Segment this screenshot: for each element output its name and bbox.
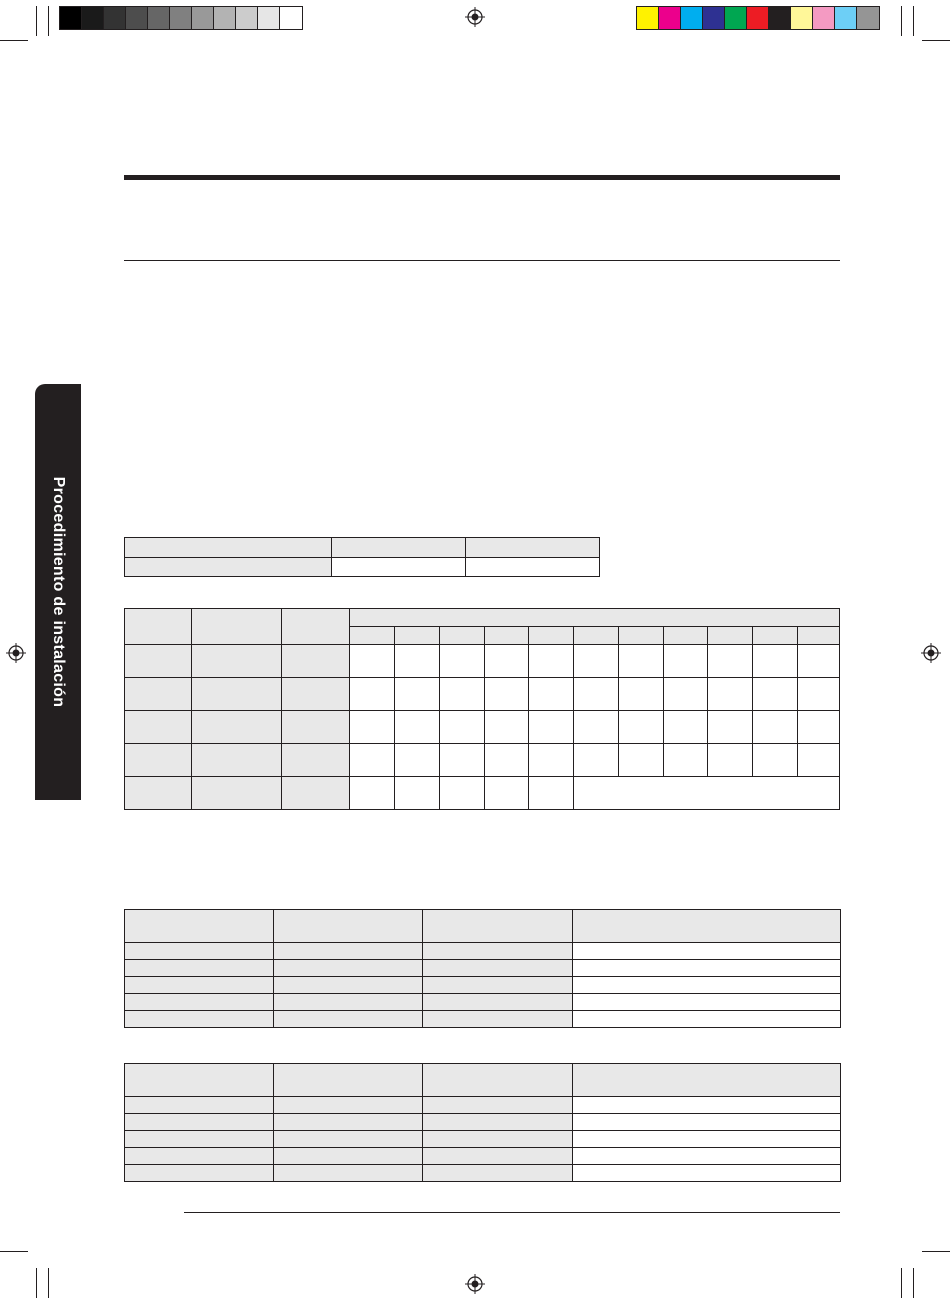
table-cell: [423, 994, 573, 1011]
table-cell: [753, 711, 797, 744]
table-cell: [573, 1064, 841, 1097]
table-cell: [618, 744, 663, 777]
crop-mark: [36, 1268, 37, 1298]
table-cell: [125, 558, 332, 577]
table-cell: [573, 977, 841, 994]
table-cell: [573, 994, 841, 1011]
table-cell: [423, 1148, 573, 1165]
color-swatch: [126, 7, 148, 29]
table-cell: [125, 744, 192, 777]
table-cell: [192, 645, 281, 678]
table-cell: [281, 744, 349, 777]
table-cell: [573, 943, 841, 960]
table-cell: [192, 609, 281, 645]
table-cell: [663, 711, 707, 744]
table-cell: [797, 678, 839, 711]
table-cell: [618, 711, 663, 744]
table-cell: [708, 627, 753, 645]
table-cell: [192, 777, 281, 810]
table-cell: [395, 627, 439, 645]
table-cell: [663, 678, 707, 711]
color-swatch: [82, 7, 104, 29]
table-cell: [423, 1097, 573, 1114]
table-cell: [708, 645, 753, 678]
table-cell: [573, 1165, 841, 1182]
table-cell: [125, 1011, 274, 1028]
table-cell: [274, 910, 423, 943]
table-cell: [618, 678, 663, 711]
table-cell: [125, 678, 192, 711]
color-swatch: [637, 7, 659, 29]
table-cell: [663, 645, 707, 678]
table-cell: [125, 1165, 274, 1182]
crop-mark: [913, 1268, 914, 1298]
crop-mark: [901, 1268, 902, 1298]
table-cell: [529, 678, 574, 711]
table-cell: [573, 960, 841, 977]
table-cell: [274, 977, 423, 994]
table-cell: [574, 678, 618, 711]
crop-mark: [913, 6, 914, 36]
section-rule-thick: [124, 175, 840, 180]
table-cell: [484, 744, 528, 777]
table-cell: [529, 627, 574, 645]
table-cell: [663, 627, 707, 645]
table-cell: [618, 627, 663, 645]
table-cell: [395, 678, 439, 711]
table-cell: [395, 744, 439, 777]
table-cell: [753, 627, 797, 645]
table-cell: [274, 1114, 423, 1131]
table-cell: [529, 711, 574, 744]
color-swatch: [681, 7, 703, 29]
table-cell: [484, 678, 528, 711]
color-swatch: [148, 7, 170, 29]
color-swatch: [835, 7, 857, 29]
crop-mark: [48, 6, 49, 36]
table-cell: [439, 627, 484, 645]
table-cell: [423, 977, 573, 994]
table-cell: [484, 627, 528, 645]
crop-mark: [901, 6, 902, 36]
table-cell: [423, 910, 573, 943]
table-cell: [573, 1131, 841, 1148]
table-cell: [574, 627, 618, 645]
table-cell: [423, 1131, 573, 1148]
table-cell: [125, 645, 192, 678]
table-cell: [753, 744, 797, 777]
table-cell: [423, 960, 573, 977]
chapter-side-tab-label: Procedimiento de instalación: [50, 476, 67, 708]
table-cell: [395, 777, 439, 810]
registration-mark-icon: [6, 643, 26, 663]
table-cell: [529, 744, 574, 777]
crop-mark: [922, 40, 950, 41]
registration-mark-icon: [465, 7, 485, 27]
table-cell: [350, 711, 395, 744]
table-cell: [274, 1148, 423, 1165]
process-color-bar: [636, 6, 880, 30]
color-swatch: [813, 7, 835, 29]
color-swatch: [791, 7, 813, 29]
table-cell: [708, 678, 753, 711]
color-swatch: [747, 7, 769, 29]
table-cell: [466, 558, 600, 577]
color-swatch: [659, 7, 681, 29]
table-cell: [466, 538, 600, 558]
table-cell: [423, 943, 573, 960]
section-rule-thin: [124, 260, 840, 261]
crop-mark: [36, 6, 37, 36]
table-cell: [574, 645, 618, 678]
table-cell: [274, 1097, 423, 1114]
table-cell: [350, 645, 395, 678]
grayscale-color-bar: [59, 6, 303, 30]
table-cell: [125, 1114, 274, 1131]
table-cell: [350, 627, 395, 645]
color-swatch: [214, 7, 236, 29]
component-table-a: [124, 909, 841, 1028]
crop-mark: [0, 1251, 28, 1252]
table-cell: [439, 777, 484, 810]
table-cell: [574, 777, 840, 810]
table-cell: [439, 711, 484, 744]
table-cell: [663, 744, 707, 777]
color-swatch: [60, 7, 82, 29]
crop-mark: [0, 40, 28, 41]
table-cell: [423, 1165, 573, 1182]
table-cell: [274, 994, 423, 1011]
table-cell: [753, 678, 797, 711]
table-cell: [274, 1131, 423, 1148]
table-cell: [574, 711, 618, 744]
table-cell: [281, 678, 349, 711]
table-cell: [274, 1064, 423, 1097]
table-cell: [192, 744, 281, 777]
table-cell: [125, 977, 274, 994]
table-cell: [332, 558, 466, 577]
table-cell: [708, 711, 753, 744]
table-cell: [350, 777, 395, 810]
table-cell: [274, 1165, 423, 1182]
table-cell: [529, 645, 574, 678]
table-cell: [423, 1011, 573, 1028]
table-cell: [439, 678, 484, 711]
table-cell: [423, 1064, 573, 1097]
table-cell: [125, 1097, 274, 1114]
table-cell: [797, 627, 839, 645]
table-cell: [125, 1148, 274, 1165]
table-cell: [125, 1064, 274, 1097]
table-cell: [573, 1011, 841, 1028]
table-cell: [708, 744, 753, 777]
table-cell: [797, 645, 839, 678]
table-cell: [281, 711, 349, 744]
table-cell: [350, 744, 395, 777]
table-cell: [274, 960, 423, 977]
table-cell: [797, 711, 839, 744]
color-swatch: [258, 7, 280, 29]
table-cell: [125, 960, 274, 977]
color-swatch: [170, 7, 192, 29]
color-swatch: [192, 7, 214, 29]
table-cell: [192, 711, 281, 744]
table-cell: [574, 744, 618, 777]
registration-mark-icon: [465, 1274, 485, 1294]
table-cell: [125, 910, 274, 943]
table-cell: [797, 744, 839, 777]
table-cell: [274, 943, 423, 960]
color-swatch: [104, 7, 126, 29]
table-cell: [484, 777, 528, 810]
table-cell: [529, 777, 574, 810]
registration-mark-icon: [921, 643, 941, 663]
table-cell: [573, 1114, 841, 1131]
color-swatch: [236, 7, 258, 29]
table-cell: [423, 1114, 573, 1131]
crop-mark: [48, 1268, 49, 1298]
table-cell: [439, 744, 484, 777]
table-cell: [274, 1011, 423, 1028]
color-swatch: [769, 7, 791, 29]
component-table-b: [124, 1063, 841, 1182]
table-cell: [125, 777, 192, 810]
table-cell: [192, 678, 281, 711]
table-cell: [281, 645, 349, 678]
table-cell: [573, 1097, 841, 1114]
table-cell: [125, 1131, 274, 1148]
table-cell: [484, 711, 528, 744]
color-swatch: [725, 7, 747, 29]
table-cell: [573, 910, 841, 943]
table-cell: [281, 777, 349, 810]
table-cell: [332, 538, 466, 558]
table-cell: [125, 711, 192, 744]
table-cell: [618, 645, 663, 678]
spec-grid-table: [124, 608, 840, 810]
table-cell: [484, 645, 528, 678]
table-cell: [125, 994, 274, 1011]
table-cell: [395, 711, 439, 744]
summary-table: [124, 537, 600, 577]
table-cell: [350, 678, 395, 711]
color-swatch: [703, 7, 725, 29]
footer-rule: [184, 1212, 840, 1213]
crop-mark: [922, 1251, 950, 1252]
color-swatch: [280, 7, 302, 29]
table-cell: [753, 645, 797, 678]
table-cell: [125, 538, 332, 558]
table-cell: [573, 1148, 841, 1165]
table-cell: [350, 609, 840, 627]
table-cell: [395, 645, 439, 678]
table-cell: [281, 609, 349, 645]
table-cell: [125, 609, 192, 645]
color-swatch: [857, 7, 879, 29]
table-cell: [125, 943, 274, 960]
table-cell: [439, 645, 484, 678]
